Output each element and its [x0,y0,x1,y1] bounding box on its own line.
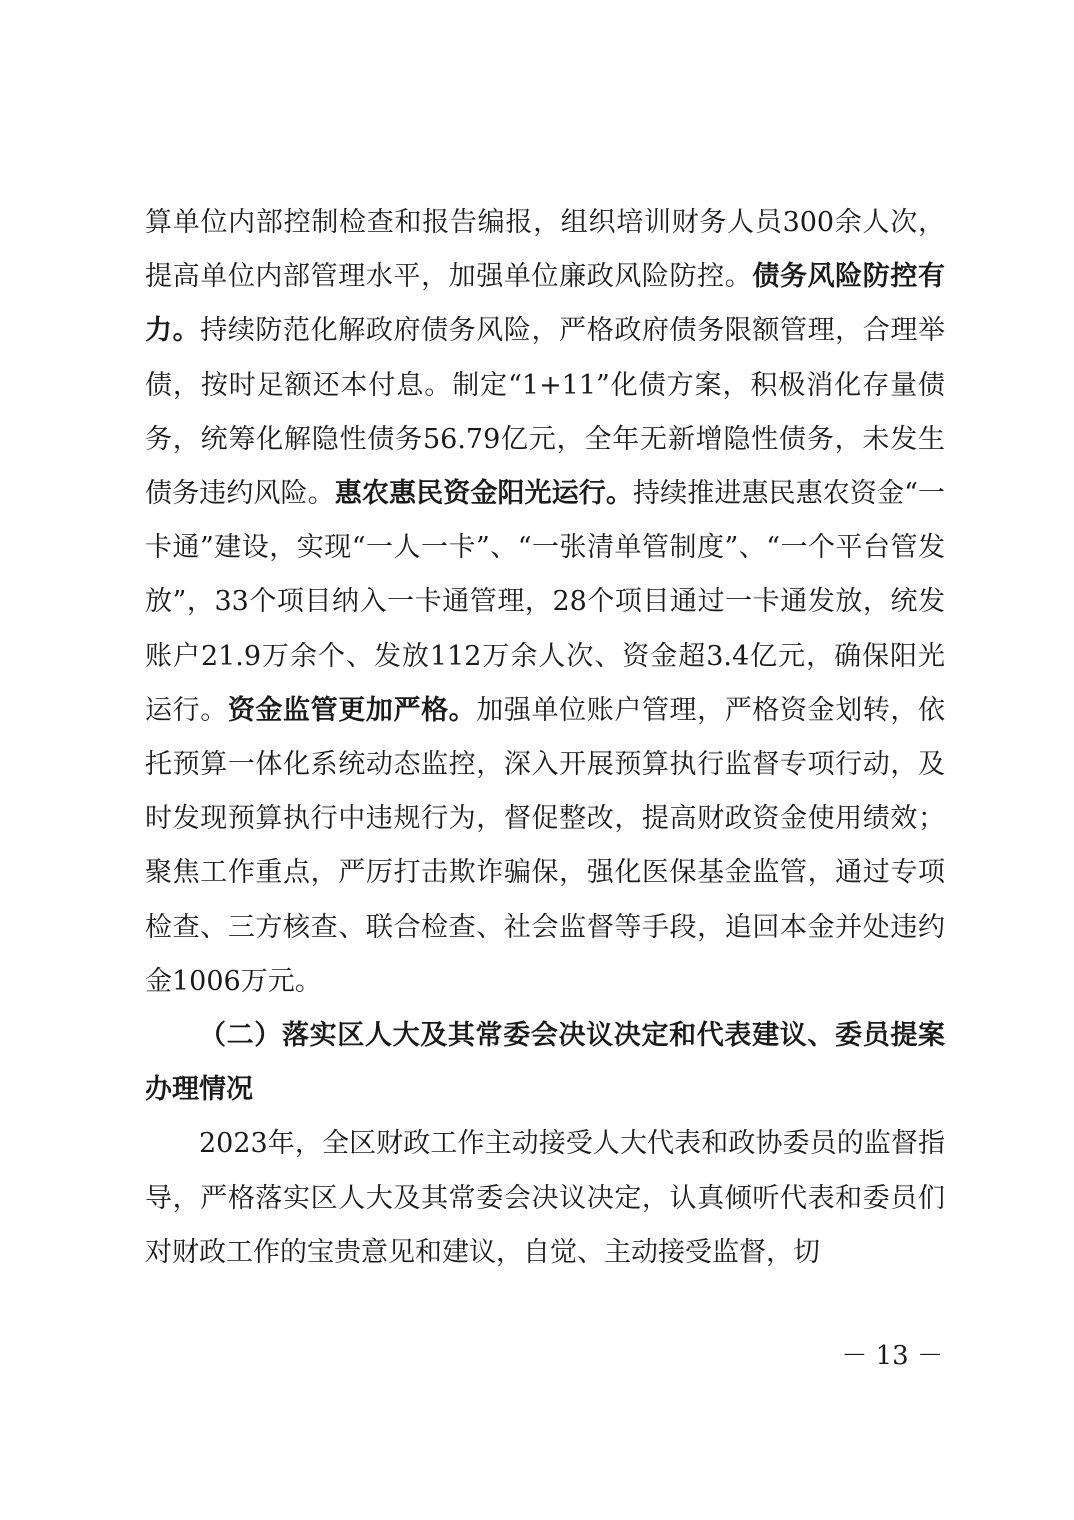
document-body [145,196,945,1280]
body-paragraph [145,196,945,1009]
bold-lead-funds-supervision: 资金监管更加严格。 [227,694,477,726]
paragraph-text: 持续防范化解政府债务风险，严格政府债务限额管理，合理举债，按时足额还本付息。制定“1+11”化债方案，积极消化存量债务，统筹化解隐性债务56.79亿元，全年无新增隐性债务，未发生债务违约风险。 [145,315,946,510]
page-number: － 13 － [841,1341,943,1371]
body-paragraph: 2023年，全区财政工作主动接受人大代表和政协委员的监督指导，严格落实区人大及其常委会决议决定，认真倾听代表和委员们对财政工作的宝贵意见和建议，自觉、主动接受监督，切 [145,1128,945,1268]
bold-lead-debt-risk: 债务风险防控有力。 [145,261,946,347]
paragraph-text: 持续推进惠民惠农资金“一卡通”建设，实现“一人一卡”、“一张清单管制度”、“一个平台管发放”，33个项目纳入一卡通管理，28个项目通过一卡通发放，统发账户21.9万余个、发放112万余人次、资金超3.4亿元，确保阳光运行。 [145,478,946,726]
paragraph-text: 加强单位账户管理，严格资金划转，依托预算一体化系统动态监控，深入开展预算执行监督专项行动，及时发现预算执行中违规行为，督促整改，提高财政资金使用绩效；聚焦工作重点，严厉打击欺诈骗保，强化医保基金监管，通过专项检查、三方核查、联合检查、社会监督等手段，追回本金并处违约金1006万元。 [145,694,946,997]
paragraph-text: 算单位内部控制检查和报告编报，组织培训财务人员300余人次，提高单位内部管理水平，加强单位廉政风险防控。 [145,207,945,293]
bold-lead-funds-sunshine: 惠农惠民资金阳光运行。 [334,478,633,510]
section-heading: （二）落实区人大及其常委会决议决定和代表建议、委员提案办理情况 [145,1020,945,1106]
